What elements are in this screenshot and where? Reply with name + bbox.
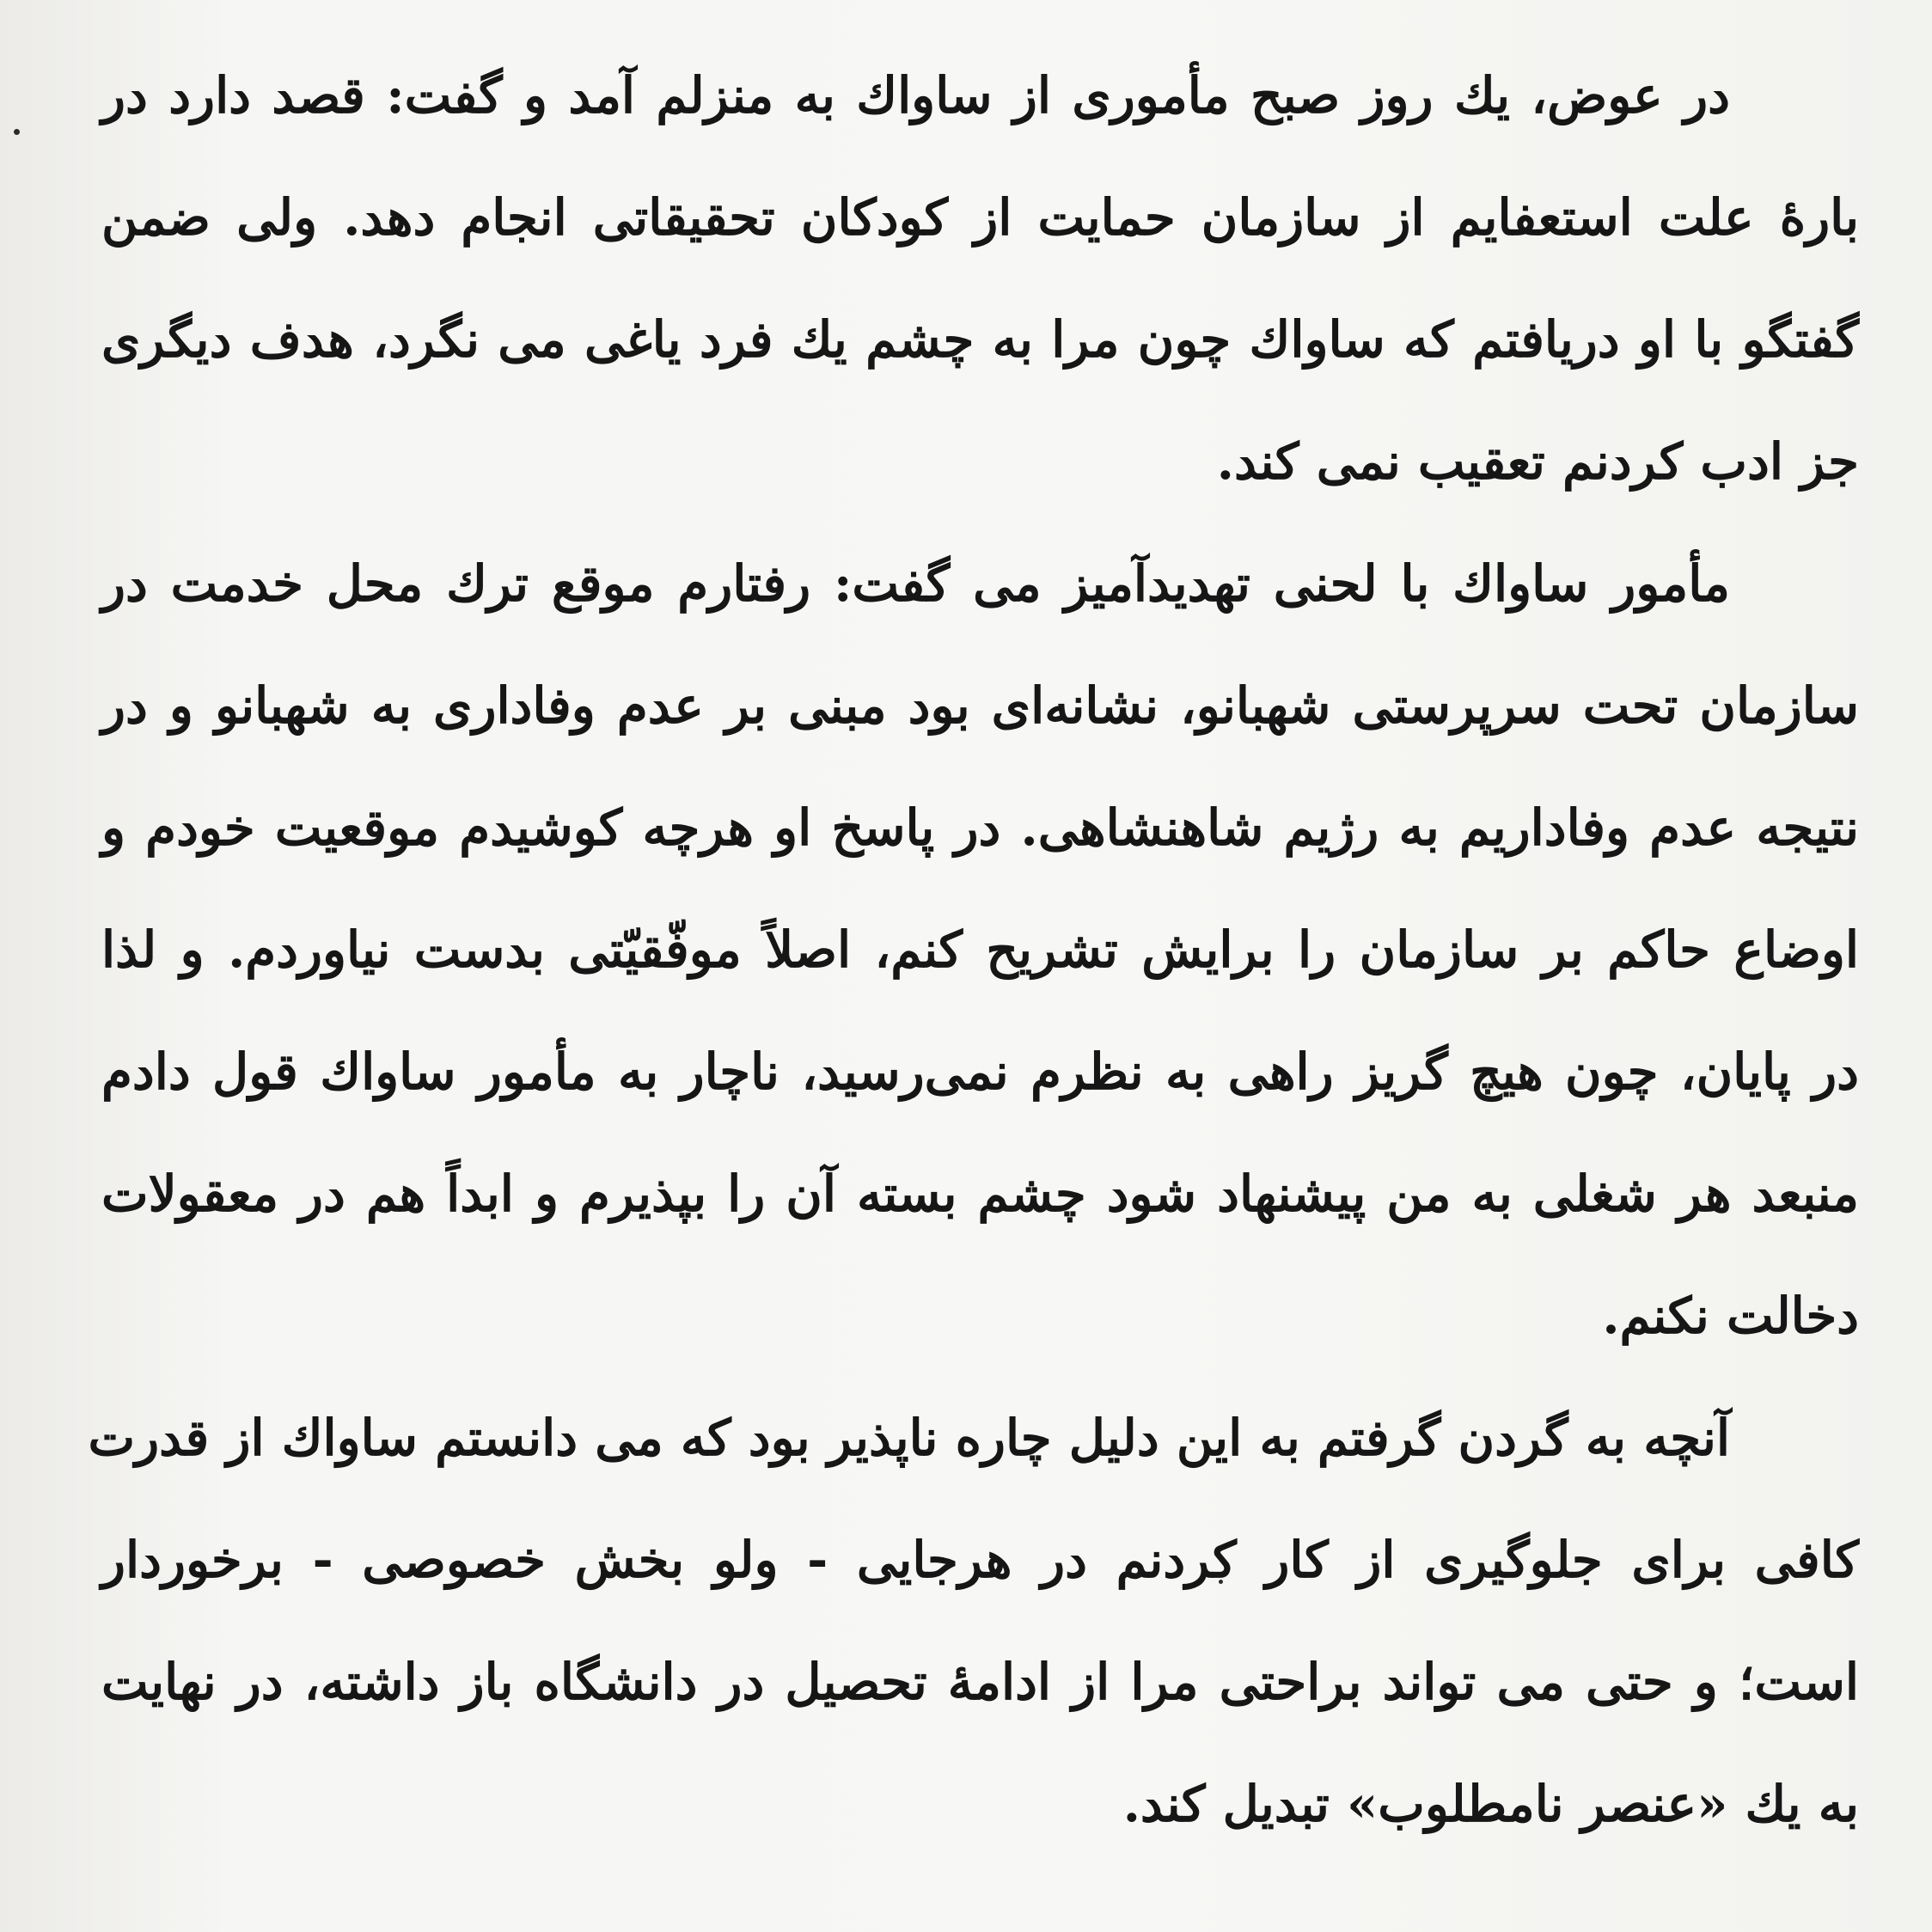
text-line: دخالت نکنم. — [1602, 1287, 1859, 1345]
body-text — [88, 34, 1859, 1865]
text-line: جز ادب کردنم تعقیب نمی کند. — [1216, 432, 1859, 491]
text-line: نتیجه عدم وفاداریم به رژیم شاهنشاهی. در پاسخ او هرچه کوشیدم موقعیت خودم و — [101, 798, 1859, 857]
text-line: در عوض، یك روز صبح مأموری از ساواك به منزلم آمد و گفت: قصد دارد در — [101, 66, 1731, 125]
text-line: در پایان، چون هیچ گریز راهی به نظرم نمی‌رسید، ناچار به مأمور ساواك قول دادم — [101, 1042, 1859, 1101]
text-line: سازمان تحت سرپرستی شهبانو، نشانه‌ای بود مبنی بر عدم وفاداری به شهبانو و در — [101, 676, 1859, 735]
text-line: گفتگو با او دریافتم که ساواك چون مرا به چشم یك فرد یاغی می نگرد، هدف دیگری — [101, 310, 1859, 369]
paragraph-1 — [101, 34, 1859, 523]
text-line: است؛ و حتی می تواند براحتی مرا از ادامهٔ تحصیل در دانشگاه باز داشته، در نهایت — [101, 1653, 1859, 1711]
paragraph-3 — [88, 1377, 1859, 1865]
text-line: آنچه به گردن گرفتم به این دلیل چاره ناپذیر بود که می دانستم ساواك از قدرت — [88, 1409, 1730, 1467]
text-line: مأمور ساواك با لحنی تهدیدآمیز می گفت: رفتارم موقع ترك محل خدمت در — [101, 554, 1730, 613]
text-line: به یك «عنصر نامطلوب» تبدیل کند. — [1122, 1775, 1859, 1833]
print-speck — [14, 129, 20, 135]
text-line: کافی برای جلوگیری از کار کردنم در هرجایی - ولو بخش خصوصی - برخوردار — [101, 1531, 1859, 1589]
paragraph-2 — [101, 523, 1859, 1377]
text-line: بارهٔ علت استعفایم از سازمان حمایت از کودکان تحقیقاتی انجام دهد. ولی ضمن — [101, 188, 1859, 247]
text-line: منبعد هر شغلی به من پیشنهاد شود چشم بسته آن را بپذیرم و ابداً هم در معقولات — [101, 1165, 1859, 1223]
text-line: اوضاع حاکم بر سازمان را برایش تشریح کنم، اصلاً موفّقیّتی بدست نیاوردم. و لذا — [101, 920, 1859, 979]
